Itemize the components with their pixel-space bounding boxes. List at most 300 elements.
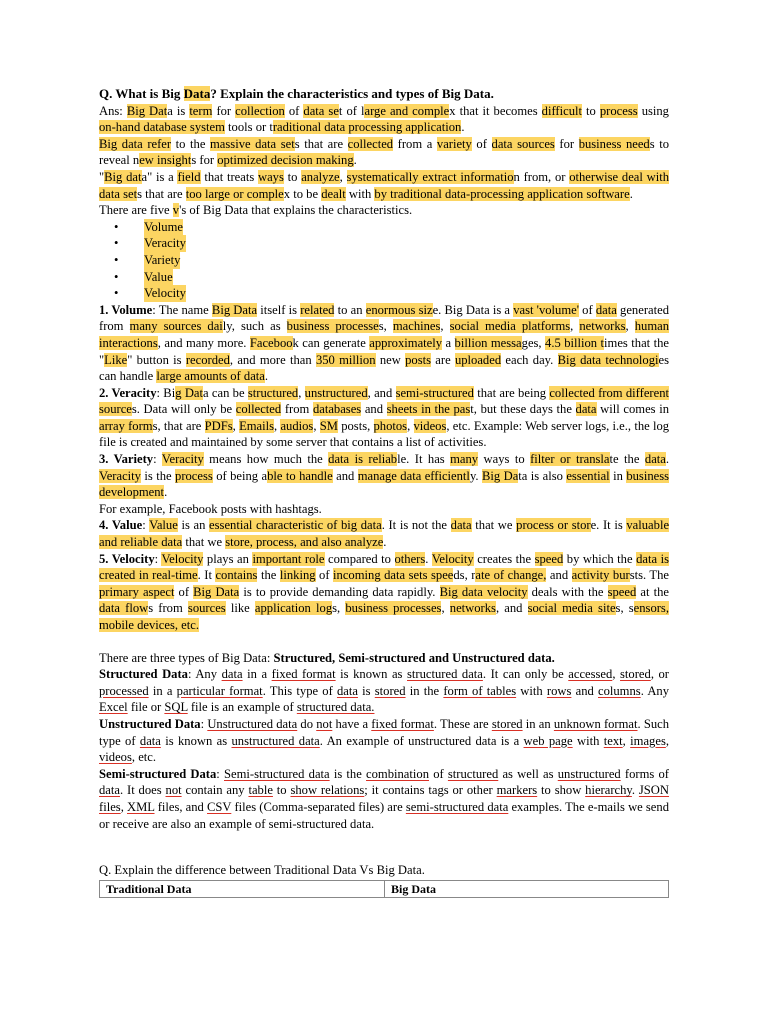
text-run: , [120, 799, 127, 814]
list-item: • Velocity [114, 286, 186, 301]
highlighted-text: application log [254, 601, 333, 616]
highlighted-text: data is reliab [328, 452, 398, 467]
answer-paragraph-3 [99, 169, 669, 202]
highlighted-text: Value [149, 518, 178, 533]
highlighted-text: sheets in the pas [386, 402, 471, 417]
text-run: that we [471, 518, 517, 533]
underlined-text: stored [491, 716, 523, 731]
highlighted-text: ensors, mobile devices, etc. [99, 601, 669, 632]
underlined-text: fixed format [271, 667, 336, 682]
highlighted-text: activity bur [571, 568, 630, 583]
highlighted-text: business processe [286, 319, 379, 334]
text-run: . [629, 186, 633, 201]
text-run: file or [127, 700, 165, 715]
text-run: s for [191, 153, 218, 168]
highlighted-text: data [450, 518, 472, 533]
text-run: , [298, 385, 305, 400]
underlined-text: combination [366, 766, 429, 781]
variety-example: For example, Facebook posts with hashtags. [99, 501, 322, 516]
underlined-text: data [221, 667, 243, 682]
highlighted-text: Velocity [161, 551, 204, 566]
text-run: , [625, 319, 635, 334]
highlighted-text: Veracity [161, 452, 204, 467]
highlighted-text: variety [436, 136, 472, 151]
text-run: files (Comma-separated files) are [231, 799, 406, 814]
text-run: the [257, 568, 280, 583]
highlighted-text: networks [449, 601, 496, 616]
text-run: , or [650, 667, 670, 682]
highlighted-text: PDFs [204, 418, 233, 433]
text-run: s from [148, 601, 188, 616]
text-run: , [570, 319, 580, 334]
text-run: of [174, 584, 194, 599]
text-run: from a [393, 136, 437, 151]
underlined-text: structured data [407, 667, 483, 682]
highlighted-text: difficult [541, 103, 582, 118]
text-run: from [281, 402, 313, 417]
text-run: , and [495, 601, 528, 616]
text-run: : The name [152, 302, 212, 317]
text-run: : [142, 518, 150, 533]
text-run: . [461, 120, 465, 135]
highlighted-text: large amounts of data [156, 369, 265, 384]
text-run: . These are [433, 716, 492, 731]
text-run: with [345, 186, 375, 201]
text-run: , and [367, 385, 396, 400]
highlighted-text: data sources [491, 136, 555, 151]
text-run: in a [242, 667, 272, 682]
highlighted-text: valuable and reliable data [99, 518, 670, 550]
underlined-text: text [603, 733, 623, 748]
text-run: contain any [181, 783, 249, 798]
text-run: means how much the [203, 452, 329, 467]
highlighted-text: posts [405, 352, 431, 367]
underlined-text: unstructured data [231, 733, 320, 748]
text-run: do [297, 716, 317, 731]
velocity-paragraph [99, 551, 669, 634]
text-run: " [99, 169, 105, 184]
highlighted-text: others [394, 551, 426, 566]
text-run: posts, [337, 418, 374, 433]
text-run: y. [469, 468, 482, 483]
text-run: each day. [501, 352, 558, 367]
text-run: is known as [335, 667, 408, 682]
text-run: to an [334, 302, 366, 317]
answer-paragraph-4 [99, 202, 669, 219]
underlined-text: Unstructured data [207, 716, 298, 731]
bold-text: Semi-structured Data [99, 766, 217, 781]
text-run: , [665, 733, 670, 748]
highlighted-text: ble to handle [267, 468, 333, 483]
underlined-text: rows [546, 683, 572, 698]
highlighted-text: massive data set [210, 136, 295, 151]
highlighted-text: systematically extract informatio [346, 169, 514, 184]
highlighted-text: social media platforms [449, 319, 571, 334]
highlighted-text: Emails [239, 418, 275, 433]
column-header-big-data: Big Data [385, 880, 669, 898]
highlighted-text: process [599, 103, 638, 118]
text-run: of [284, 103, 304, 118]
text-run: ta is also [518, 468, 567, 483]
highlighted-text: semi-structured [395, 385, 474, 400]
bold-text: 3. Variety [99, 452, 154, 467]
highlighted-text: machines [392, 319, 441, 334]
underlined-text: SQL [164, 700, 188, 715]
text-run: . [353, 153, 357, 168]
highlighted-text: process [175, 468, 213, 483]
highlighted-text: Velocity [431, 551, 474, 566]
text-run: : [153, 452, 162, 467]
highlighted-text: field [177, 169, 201, 184]
highlighted-text: essential characteristic of big data [209, 518, 382, 533]
highlighted-text: collected [235, 402, 282, 417]
bold-text: Structured Data [99, 667, 188, 682]
highlighted-text: dealt [321, 186, 346, 201]
text-run: a [442, 335, 455, 350]
text-run: of [315, 568, 334, 583]
comparison-table [99, 880, 669, 899]
highlighted-text: Big dat [104, 169, 142, 184]
text-run: are [431, 352, 455, 367]
text-run: . It [197, 568, 216, 583]
text-run: e. It is [590, 518, 627, 533]
highlighted-text: databases [312, 402, 362, 417]
text-run: is to provide demanding data rapidly. [239, 584, 440, 599]
underlined-text: JSON files [99, 783, 670, 814]
text-run: is the [140, 468, 176, 483]
highlighted-text: billion messa [454, 335, 522, 350]
underlined-text: Semi-structured data [224, 766, 330, 781]
highlighted-text: Big data technologi [557, 352, 659, 367]
text-run: plays an [203, 551, 253, 566]
underlined-text: videos [99, 750, 132, 765]
underlined-text: web page [523, 733, 573, 748]
underlined-text: form of tables [443, 683, 517, 698]
underlined-text: columns [598, 683, 641, 698]
highlighted-text: Big Dat [126, 103, 168, 118]
text-run: and [546, 568, 572, 583]
highlighted-text: Big Data [211, 302, 258, 317]
text-run: by which the [563, 551, 637, 566]
underlined-text: particular format [176, 683, 263, 698]
text-run: to [283, 169, 302, 184]
text-run: is an [177, 518, 210, 533]
text-run: s that are [137, 186, 186, 201]
text-run: generated from [99, 302, 669, 334]
text-run: to [272, 783, 291, 798]
highlighted-text: Big data velocity [439, 584, 528, 599]
text-run: ly, such as [222, 319, 287, 334]
text-run: x to be [283, 186, 322, 201]
underlined-text: unknown format [553, 716, 638, 731]
highlighted-text: collected from different source [99, 385, 669, 417]
highlighted-text: ew insight [139, 153, 192, 168]
text-run: k can generate [292, 335, 370, 350]
highlighted-text: Big Da [481, 468, 519, 483]
text-run: le. It has [397, 452, 451, 467]
highlighted-text: g Dat [175, 385, 203, 400]
text-run: with [572, 733, 604, 748]
highlighted-text: array form [99, 418, 153, 433]
highlighted-text: enormous siz [365, 302, 433, 317]
text-run: 's of Big Data that explains the characteristics. [179, 203, 413, 218]
highlighted-text: data flow [99, 601, 149, 616]
highlighted-text: speed [534, 551, 564, 566]
bold-text: Structured, Semi-structured and Unstructured data. [273, 650, 555, 665]
highlighted-text: business development [99, 468, 670, 500]
text-run: . [425, 551, 432, 566]
highlighted-text: contains [215, 568, 258, 583]
underlined-text: data [139, 733, 161, 748]
highlighted-text: videos [413, 418, 447, 433]
highlighted-text: unstructured [304, 385, 368, 400]
text-run: tools or t [224, 120, 273, 135]
text-run: " button is [127, 352, 186, 367]
text-run: . [164, 485, 168, 500]
bold-text: 4. Value [99, 518, 143, 533]
text-run: have a [332, 716, 372, 731]
text-run: examples. The e-mails we send or receive are also an example of semi-structured data. [99, 799, 669, 831]
text-run: deals with the [527, 584, 608, 599]
underlined-text: table [248, 783, 273, 798]
text-run: x that it becomes [449, 103, 542, 118]
highlighted-text: too large or comple [185, 186, 284, 201]
semistructured-paragraph [99, 766, 669, 832]
underlined-text: stored [620, 667, 651, 682]
text-run: in the [405, 683, 444, 698]
list-item: • Value [114, 269, 173, 284]
highlighted-text: sources [187, 601, 226, 616]
text-run: , etc. [131, 750, 157, 765]
text-run: for [212, 103, 236, 118]
highlighted-text: speed [607, 584, 637, 599]
text-run: will comes in [596, 402, 669, 417]
text-run: ges, [521, 335, 546, 350]
highlighted-text: photos [373, 418, 408, 433]
highlighted-text: analyze [301, 169, 340, 184]
text-run: that we [182, 535, 226, 550]
volume-paragraph [99, 302, 669, 385]
highlighted-text: data [575, 402, 597, 417]
text-run: and [571, 683, 598, 698]
highlighted-text: audios [280, 418, 314, 433]
unstructured-paragraph [99, 716, 669, 766]
structured-paragraph [99, 666, 669, 716]
variety-paragraph [99, 451, 669, 501]
value-paragraph [99, 517, 669, 550]
highlighted-text: vast 'volume' [513, 302, 579, 317]
veracity-paragraph [99, 385, 669, 451]
text-run: new [375, 352, 406, 367]
highlighted-text: ways [258, 169, 284, 184]
text-run: t of l [338, 103, 365, 118]
text-run: forms of [620, 766, 669, 781]
highlighted-text: 350 million [315, 352, 376, 367]
text-run: and [332, 468, 358, 483]
text-run: , [232, 418, 240, 433]
text-run: n from, or [513, 169, 570, 184]
highlighted-text: arge and comple [364, 103, 450, 118]
underlined-text: structured [447, 766, 499, 781]
text-run: creates the [473, 551, 535, 566]
underlined-text: markers [496, 783, 538, 798]
text-run: of [579, 302, 596, 317]
text-run: e. Big Data is a [432, 302, 514, 317]
text-run: There are five [99, 203, 173, 218]
text-run: to the [171, 136, 211, 151]
highlighted-text: collection [235, 103, 285, 118]
highlighted-text: networks [579, 319, 626, 334]
highlighted-text: approximately [369, 335, 443, 350]
list-item: • Volume [114, 219, 183, 234]
text-run: a is [167, 103, 190, 118]
text-run: . [264, 369, 269, 384]
highlighted-text: structured [247, 385, 299, 400]
text-run: . Such type of [99, 716, 670, 748]
text-run: ; it contains tags or other [364, 783, 497, 798]
types-intro [99, 650, 669, 667]
highlighted-text: many [450, 452, 479, 467]
text-run: and [361, 402, 387, 417]
highlighted-text: by traditional data-processing application software [374, 186, 630, 201]
underlined-text: not [165, 783, 182, 798]
highlighted-text: human interactions [99, 319, 669, 350]
text-run: using [637, 103, 669, 118]
text-run: compared to [324, 551, 395, 566]
underlined-text: data [99, 783, 120, 798]
text-run: There are three types of Big Data: [99, 650, 274, 665]
underlined-text: XML [127, 799, 155, 814]
underlined-text: stored [374, 683, 406, 698]
highlighted-text: optimized decision making [217, 153, 354, 168]
text-run: s. Data will only be [131, 402, 236, 417]
text-run: s, [378, 319, 393, 334]
highlighted-text: primary aspect [99, 584, 175, 599]
underlined-text: fixed format [371, 716, 434, 731]
highlighted-text: social media site [527, 601, 616, 616]
highlighted-text: raditional data processing application [272, 120, 462, 135]
text-run: as well as [498, 766, 558, 781]
highlighted-text: ate of change, [475, 568, 547, 583]
text-run: with [516, 683, 547, 698]
text-run: : Bi [156, 385, 176, 400]
text-run: s, that are [152, 418, 205, 433]
highlighted-text: manage data efficientl [357, 468, 470, 483]
highlighted-text: many sources dai [129, 319, 223, 334]
text-run: in [609, 468, 627, 483]
column-header-traditional: Traditional Data [100, 880, 385, 898]
text-run: imes that the " [99, 335, 669, 367]
text-run: . [665, 452, 670, 467]
text-run: : [200, 716, 208, 731]
bold-text: 1. Volume [99, 302, 153, 317]
underlined-text: semi-structured data [405, 799, 509, 814]
text-run: a" is a [141, 169, 178, 184]
text-run: at the [636, 584, 669, 599]
question-1-title: Q. What is Big Data? Explain the characteristics and types of Big Data. [99, 86, 494, 101]
text-run: , and many more. [157, 335, 250, 350]
highlighted-text: Big Data [193, 584, 240, 599]
text-run: . Any [640, 683, 670, 698]
list-item: • Veracity [114, 236, 186, 251]
text-run: files, and [154, 799, 208, 814]
text-run: file is an example of [187, 700, 297, 715]
highlighted-text: recorded [185, 352, 230, 367]
text-run: in a [148, 683, 177, 698]
text-run: s to reveal n [99, 136, 670, 168]
text-run: : Any [187, 667, 222, 682]
underlined-text: show relations [290, 783, 365, 798]
underlined-text: hierarchy [585, 783, 632, 798]
highlighted-text: business processes [345, 601, 442, 616]
text-run: for [554, 136, 579, 151]
text-run: s that are [294, 136, 348, 151]
text-run: is [357, 683, 375, 698]
highlighted-text: data [644, 452, 666, 467]
text-run: is known as [160, 733, 232, 748]
text-run: . [383, 535, 387, 550]
text-run: ds, r [453, 568, 476, 583]
text-run: . This type of [262, 683, 337, 698]
highlighted-text: Big data refer [99, 136, 172, 151]
characteristics-list [99, 219, 669, 302]
bold-text: 2. Veracity [99, 385, 157, 400]
highlighted-text: uploaded [454, 352, 502, 367]
highlighted-text: store, process, and also analyze [225, 535, 384, 550]
text-run: t, but these days the [470, 402, 576, 417]
text-run: like [225, 601, 255, 616]
underlined-text: Excel [99, 700, 128, 715]
text-run: . [631, 783, 639, 798]
text-run: , [274, 418, 281, 433]
text-run: that treats [200, 169, 258, 184]
list-item: • Variety [114, 252, 181, 267]
document-page [99, 86, 669, 898]
text-run: : [216, 766, 224, 781]
question-2-title: Q. Explain the difference between Traditional Data Vs Big Data. [99, 863, 425, 878]
highlighted-text: v [172, 203, 180, 218]
underlined-text: images [630, 733, 666, 748]
text-run: : [154, 551, 162, 566]
table-header-row [100, 880, 669, 898]
text-run: , [440, 319, 450, 334]
text-run: , [441, 601, 450, 616]
underlined-text: data [336, 683, 358, 698]
text-run: . It is not the [381, 518, 451, 533]
text-run: , [622, 733, 631, 748]
highlighted-text: essential [566, 468, 610, 483]
text-run: , and more than [229, 352, 316, 367]
underlined-text: accessed [568, 667, 613, 682]
text-run: , [339, 169, 347, 184]
text-run: , [612, 667, 621, 682]
text-run: sts. The [629, 568, 669, 583]
text-run: te the [609, 452, 645, 467]
underlined-text: not [316, 716, 333, 731]
text-run: , [407, 418, 414, 433]
text-run: to [582, 103, 600, 118]
highlighted-text: data se [303, 103, 339, 118]
highlighted-text: linking [279, 568, 316, 583]
text-run: s, s [615, 601, 634, 616]
highlighted-text: term [189, 103, 213, 118]
underlined-text: CSV [207, 799, 232, 814]
highlighted-text: filter or transla [530, 452, 610, 467]
text-run: of [429, 766, 448, 781]
highlighted-text: incoming data sets spee [333, 568, 454, 583]
answer-paragraph-2 [99, 136, 669, 169]
text-run: to show [537, 783, 586, 798]
